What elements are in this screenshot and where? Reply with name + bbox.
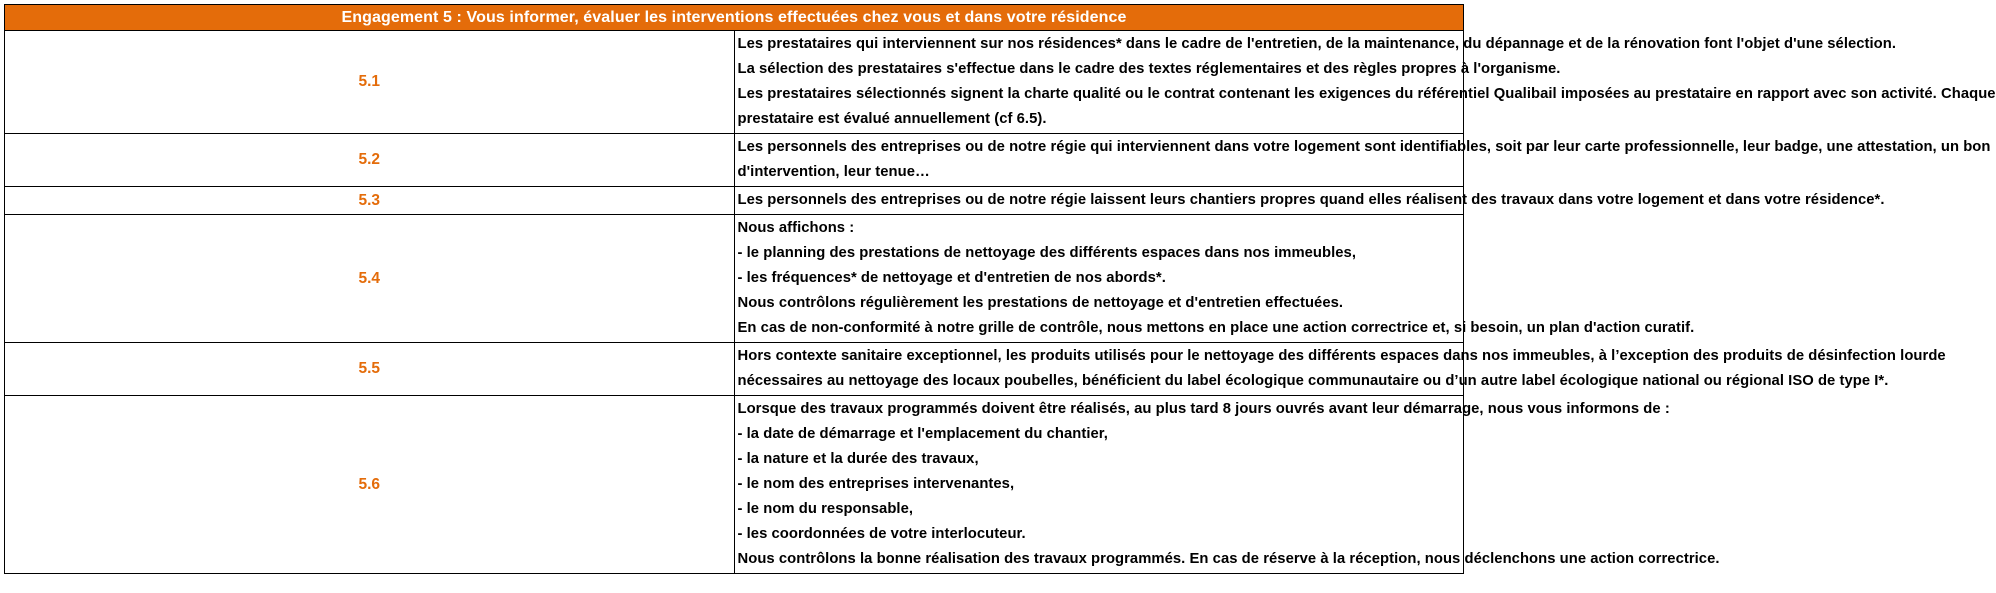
text-line: - la nature et la durée des travaux,: [737, 451, 979, 467]
text-line: - le nom du responsable,: [737, 501, 914, 517]
row-text: [734, 343, 1946, 396]
engagement-table: [4, 4, 1996, 574]
text-line: Hors contexte sanitaire exceptionnel, les produits utilisés pour le nettoyage des différents espaces dans nos immeubles, à l’exception des produits de désinfection lourde: [737, 348, 1946, 364]
text-line: Lorsque des travaux programmés doivent être réalisés, au plus tard 8 jours ouvrés avant leur démarrage, nous vous informons de :: [737, 401, 1670, 417]
row-text: [734, 215, 1695, 343]
text-line: Les personnels des entreprises ou de notre régie qui interviennent dans votre logement sont identifiables, soit par leur carte professionnelle, leur badge, une attestation, un bon: [737, 139, 1991, 155]
text-line: En cas de non-conformité à notre grille de contrôle, nous mettons en place une action correctrice et, si besoin, un plan d'action curatif.: [737, 320, 1695, 336]
text-line: - le planning des prestations de nettoyage des différents espaces dans nos immeubles,: [737, 245, 1356, 261]
text-line: Les prestataires sélectionnés signent la charte qualité ou le contrat contenant les exigences du référentiel Qualibail imposées au prestataire en rapport avec son activité. Chaque: [737, 86, 1996, 102]
text-line: prestataire est évalué annuellement (cf 6.5).: [737, 111, 1047, 127]
row-number: 5.2: [5, 134, 735, 187]
row-number: 5.3: [5, 187, 735, 215]
table-row-5-2: [5, 134, 1464, 187]
row-number: 5.4: [5, 215, 735, 343]
engagement-title: Engagement 5 : Vous informer, évaluer les interventions effectuées chez vous et dans votre résidence: [5, 5, 1464, 31]
text-line: - les fréquences* de nettoyage et d'entretien de nos abords*.: [737, 270, 1166, 286]
row-text: [734, 187, 1885, 215]
text-line: - les coordonnées de votre interlocuteur.: [737, 526, 1026, 542]
text-line: d'intervention, leur tenue…: [737, 164, 930, 180]
text-line: Nous contrôlons la bonne réalisation des travaux programmés. En cas de réserve à la réception, nous déclenchons une action correctrice.: [737, 551, 1720, 567]
table-row-5-6: [5, 396, 1464, 574]
text-line: Nous contrôlons régulièrement les prestations de nettoyage et d'entretien effectuées.: [737, 295, 1344, 311]
row-number: 5.1: [5, 31, 735, 134]
row-text: [734, 396, 1720, 574]
text-line: Les prestataires qui interviennent sur nos résidences* dans le cadre de l'entretien, de la maintenance, du dépannage et de la rénovation font l'objet d'une sélection.: [737, 36, 1897, 52]
header-row: [5, 5, 1464, 31]
text-line: Nous affichons :: [737, 220, 855, 236]
row-number: 5.5: [5, 343, 735, 396]
text-line: La sélection des prestataires s'effectue dans le cadre des textes réglementaires et des règles propres à l'organisme.: [737, 61, 1561, 77]
table-row-5-3: [5, 187, 1464, 215]
table-row-5-5: [5, 343, 1464, 396]
text-line: - le nom des entreprises intervenantes,: [737, 476, 1015, 492]
row-number: 5.6: [5, 396, 735, 574]
table-row-5-1: [5, 31, 1464, 134]
text-line: nécessaires au nettoyage des locaux poubelles, bénéficient du label écologique communautaire ou d’un autre label écologique national ou régional ISO de type I*.: [737, 373, 1889, 389]
row-text: [734, 134, 1991, 187]
row-text: [734, 31, 1996, 134]
text-line: - la date de démarrage et l'emplacement du chantier,: [737, 426, 1108, 442]
table-row-5-4: [5, 215, 1464, 343]
text-line: Les personnels des entreprises ou de notre régie laissent leurs chantiers propres quand elles réalisent des travaux dans votre logement et dans votre résidence*.: [737, 192, 1885, 208]
